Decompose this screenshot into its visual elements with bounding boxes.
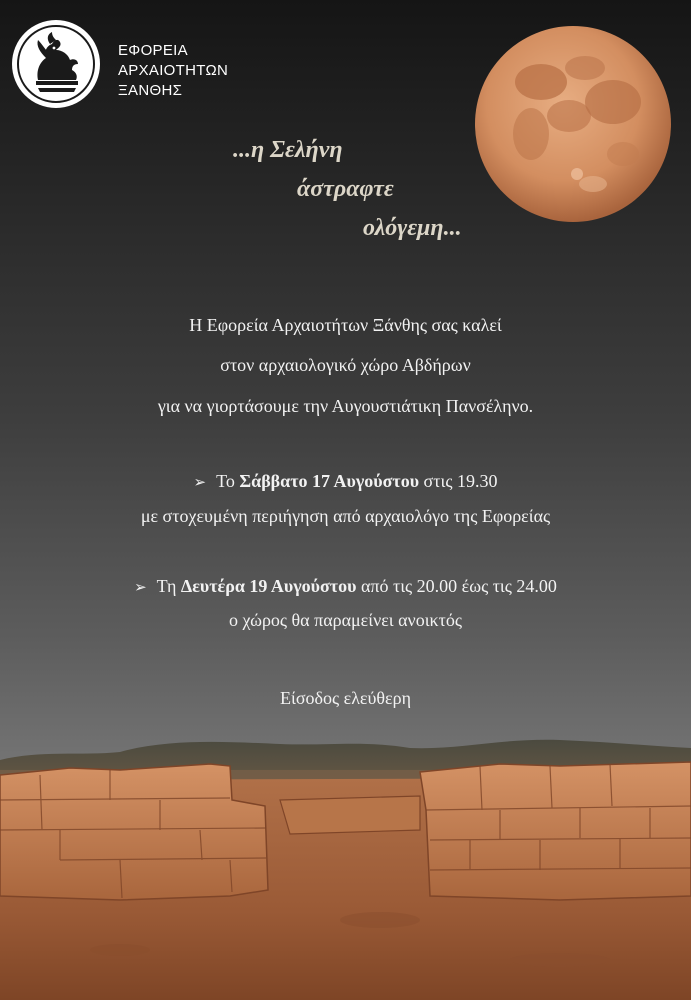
full-moon-icon [473, 24, 673, 224]
event-prefix: Τη [156, 576, 181, 596]
quote-line-2: άστραφτε [297, 176, 394, 202]
organization-line: ΞΑΝΘΗΣ [118, 82, 183, 99]
event-saturday [0, 471, 691, 492]
organization-line: ΕΦΟΡΕΙΑ [118, 42, 188, 59]
event-monday-detail: ο χώρος θα παραμείνει ανοικτός [229, 610, 462, 630]
organization-name [118, 41, 228, 101]
quote-line-3: ολόγεμη... [363, 215, 462, 241]
intro-line-1: Η Εφορεία Αρχαιοτήτων Ξάνθης σας καλεί [189, 315, 502, 335]
event-prefix: Το [216, 471, 240, 491]
event-time: στις 19.30 [419, 471, 498, 491]
event-day: Δευτέρα 19 Αυγούστου [180, 576, 357, 596]
arrow-bullet-icon: ➢ [134, 580, 147, 596]
organization-line: ΑΡΧΑΙΟΤΗΤΩΝ [118, 62, 229, 79]
quote-line-1: ...η Σελήνη [233, 137, 343, 163]
event-monday [0, 576, 691, 597]
intro-line-2: στον αρχαιολογικό χώρο Αβδήρων [220, 355, 471, 375]
event-time: από τις 20.00 έως τις 24.00 [356, 576, 557, 596]
event-saturday-detail: με στοχευμένη περιήγηση από αρχαιολόγο της Εφορείας [140, 506, 551, 526]
event-day: Σάββατο 17 Αυγούστου [239, 471, 420, 491]
intro-line-3: για να γιορτάσουμε την Αυγουστιάτικη Πανσέληνο. [157, 396, 534, 416]
archaeological-ruins-photo [0, 720, 691, 1000]
free-entry-note: Είσοδος ελεύθερη [280, 688, 411, 708]
griffin-emblem-icon [10, 18, 102, 110]
arrow-bullet-icon: ➢ [193, 475, 207, 491]
